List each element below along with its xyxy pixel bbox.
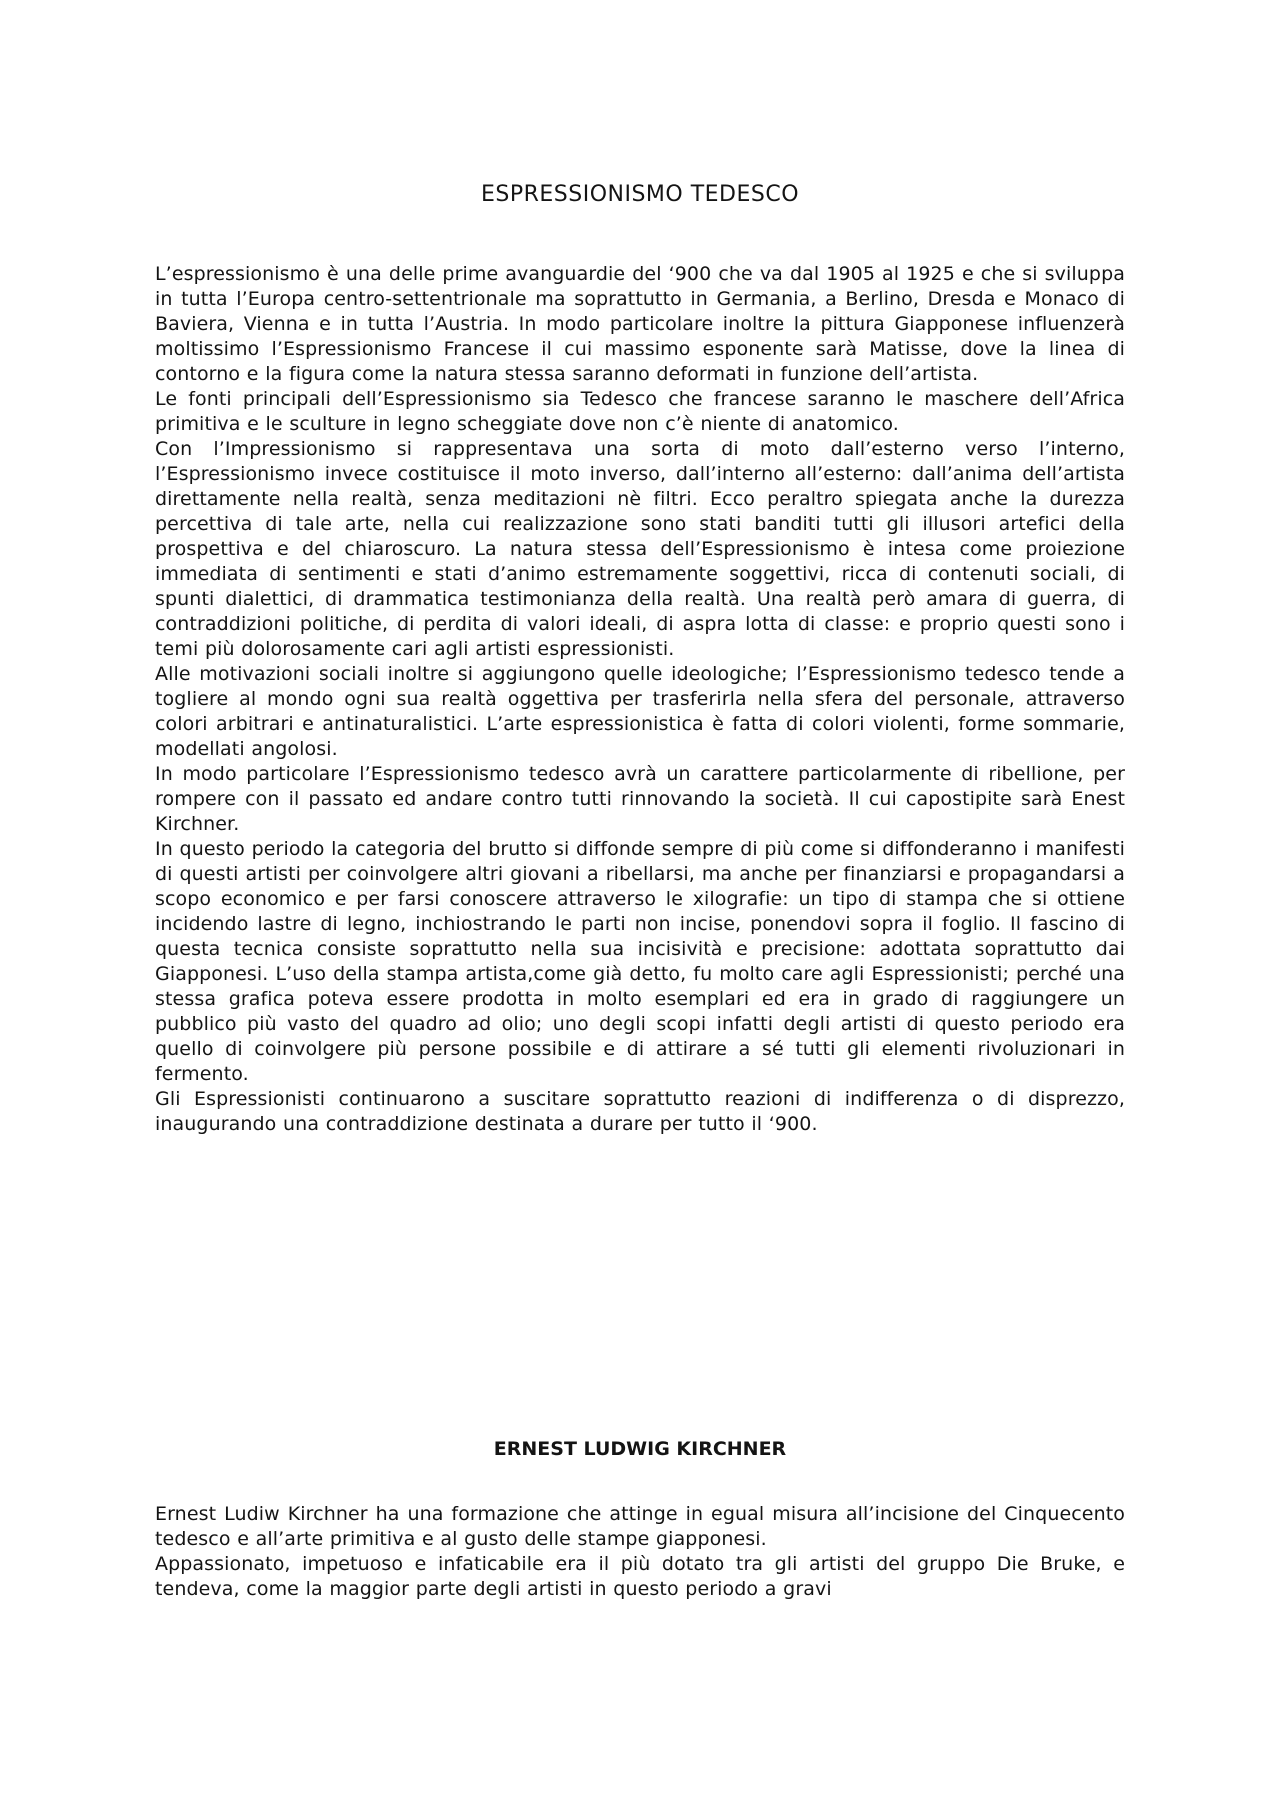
body-paragraph: Appassionato, impetuoso e infaticabile era il più dotato tra gli artisti del gruppo Die Bruke, e tendeva, come la maggior parte degli artisti in questo periodo a gravi: [155, 1553, 1125, 1600]
body-paragraph: Alle motivazioni sociali inoltre si aggiungono quelle ideologiche; l’Espressionismo tedesco tende a togliere al mondo ogni sua realtà oggettiva per trasferirla nella sfera del personale, attraverso colori arbitrari e antinaturalistici. L’arte espressionistica è fatta di colori violenti, forme sommarie, modellati angolosi.: [155, 663, 1125, 760]
body-paragraph: Le fonti principali dell’Espressionismo sia Tedesco che francese saranno le maschere dell’Africa primitiva e le sculture in legno scheggiate dove non c’è niente di anatomico.: [155, 388, 1125, 435]
body-paragraph: L’espressionismo è una delle prime avanguardie del ‘900 che va dal 1905 al 1925 e che si sviluppa in tutta l’Europa centro-settentrionale ma soprattutto in Germania, a Berlino, Dresda e Monaco di Baviera, Vienna e in tutta l’Austria. In modo particolare inoltre la pittura Giapponese influenzerà moltissimo l’Espressionismo Francese il cui massimo esponente sarà Matisse, dove la linea di contorno e la figura come la natura stessa saranno deformati in funzione dell’artista.: [155, 263, 1125, 385]
document-content: [155, 0, 1125, 1602]
body-paragraph: In modo particolare l’Espressionismo tedesco avrà un carattere particolarmente di ribellione, per rompere con il passato ed andare contro tutti rinnovando la società. Il cui capostipite sarà Enest Kirchner.: [155, 763, 1125, 835]
kirchner-text-block: [155, 1502, 1125, 1602]
body-paragraph: In questo periodo la categoria del brutto si diffonde sempre di più come si diffonderanno i manifesti di questi artisti per coinvolgere altri giovani a ribellarsi, ma anche per finanziarsi e propagandarsi a scopo economico e per farsi conoscere attraverso le xilografie: un tipo di stampa che si ottiene incidendo lastre di legno, inchiostrando le parti non incise, ponendovi sopra il foglio. Il fascino di questa tecnica consiste soprattutto nella sua incisività e precisione: adottata soprattutto dai Giapponesi. L’uso della stampa artista,come già detto, fu molto care agli Espressionisti; perché una stessa grafica poteva essere prodotta in molto esemplari ed era in grado di raggiungere un pubblico più vasto del quadro ad olio; uno degli scopi infatti degli artisti di questo periodo era quello di coinvolgere più persone possibile e di attirare a sé tutti gli elementi rivoluzionari in fermento.: [155, 838, 1125, 1085]
body-paragraph: Gli Espressionisti continuarono a suscitare soprattutto reazioni di indifferenza o di disprezzo, inaugurando una contraddizione destinata a durare per tutto il ‘900.: [155, 1088, 1125, 1135]
document-title: ESPRESSIONISMO TEDESCO: [480, 182, 800, 207]
main-text-block: [155, 262, 1125, 1137]
body-paragraph: Ernest Ludiw Kirchner ha una formazione che attinge in egual misura all’incisione del Cinquecento tedesco e all’arte primitiva e al gusto delle stampe giapponesi.: [155, 1503, 1125, 1550]
body-paragraph: Con l’Impressionismo si rappresentava una sorta di moto dall’esterno verso l’interno, l’Espressionismo invece costituisce il moto inverso, dall’interno all’esterno: dall’anima dell’artista direttamente nella realtà, senza meditazioni nè filtri. Ecco peraltro spiegata anche la durezza percettiva di tale arte, nella cui realizzazione sono stati banditi tutti gli illusori artefici della prospettiva e del chiaroscuro. La natura stessa dell’Espressionismo è intesa come proiezione immediata di sentimenti e stati d’animo estremamente soggettivi, ricca di contenuti sociali, di spunti dialettici, di drammatica testimonianza della realtà. Una realtà però amara di guerra, di contraddizioni politiche, di perdita di valori ideali, di aspra lotta di classe: e proprio questi sono i temi più dolorosamente cari agli artisti espressionisti.: [155, 438, 1125, 660]
section-heading-kirchner: ERNEST LUDWIG KIRCHNER: [493, 1438, 787, 1460]
